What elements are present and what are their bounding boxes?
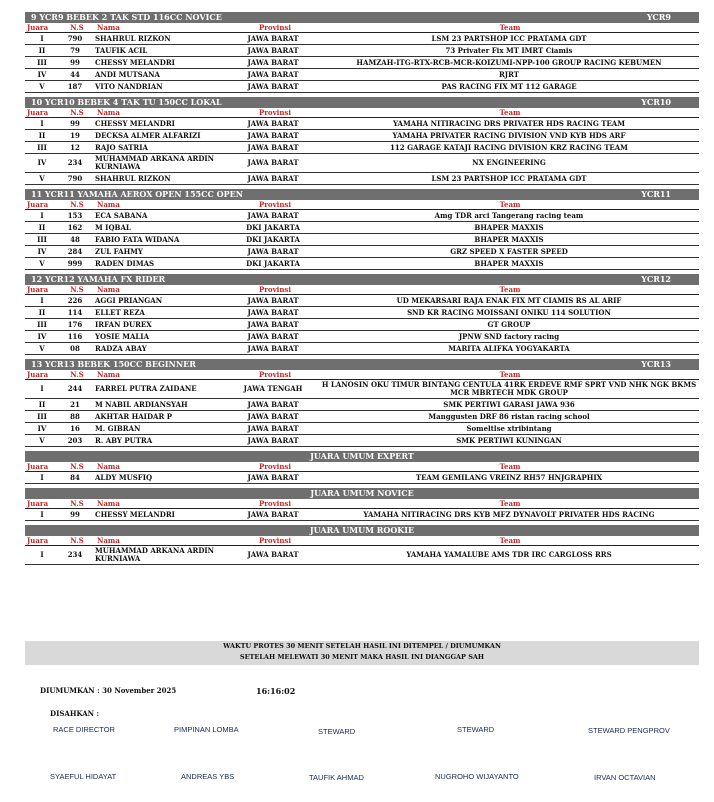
cell-pos: II — [38, 131, 46, 140]
cell-pos: II — [38, 223, 46, 232]
class-title-bar — [25, 525, 699, 536]
header-nama: Nama — [97, 200, 120, 209]
header-team: Team — [499, 285, 521, 294]
class-title: 13 YCR13 BEBEK 150CC BEGINNER — [31, 359, 196, 369]
cell-ns: 44 — [70, 70, 80, 79]
cell-ns: 999 — [67, 259, 83, 268]
header-prov: Provinsi — [258, 23, 292, 32]
cell-pos: V — [39, 436, 45, 445]
cell-ns: 153 — [67, 211, 83, 220]
cell-pos: V — [39, 259, 45, 268]
cell-pos: III — [37, 58, 47, 67]
cell-team: SMK PERTIWI KUNINGAN — [456, 436, 562, 445]
header-ns: N.S — [70, 536, 84, 545]
cell-nama: IRFAN DUREX — [95, 320, 152, 329]
cell-ns: 790 — [67, 174, 83, 183]
table-row — [25, 472, 699, 484]
class-title: 9 YCR9 BEBEK 2 TAK STD 116CC NOVICE — [31, 12, 222, 22]
header-prov: Provinsi — [258, 462, 292, 471]
signatory-name: TAUFIK AHMAD — [309, 773, 364, 782]
table-row — [25, 210, 699, 222]
cell-nama: FARREL PUTRA ZAIDANE — [95, 385, 197, 393]
cell-team: PAS RACING FIX MT 112 GARAGE — [441, 82, 577, 91]
approval-label: DISAHKAN : — [50, 709, 100, 718]
class-code: YCR9 — [646, 12, 671, 22]
cell-team: 73 Privater Fix MT IMRT Ciamis — [445, 46, 573, 55]
cell-team: RJRT — [498, 70, 520, 79]
cell-nama: ECA SABANA — [95, 211, 148, 220]
cell-nama: AGGI PRIANGAN — [95, 296, 163, 305]
cell-ns: 234 — [67, 158, 83, 167]
table-row — [25, 380, 699, 399]
cell-team: JPNW SND factory racing — [458, 332, 560, 341]
class-block — [25, 274, 699, 355]
cell-ns: 99 — [70, 58, 80, 67]
results-sheet — [25, 12, 699, 569]
cell-pos: I — [40, 296, 44, 305]
header-pos: Juara — [27, 536, 49, 545]
cell-pos: I — [40, 211, 44, 220]
class-title: JUARA UMUM NOVICE — [310, 488, 414, 498]
class-block — [25, 488, 699, 521]
class-block — [25, 189, 699, 270]
cell-pos: I — [40, 34, 44, 43]
cell-pos: I — [40, 119, 44, 128]
table-row — [25, 45, 699, 57]
table-row — [25, 130, 699, 142]
cell-pos: III — [37, 235, 47, 244]
class-title: 10 YCR10 BEBEK 4 TAK TU 150CC LOKAL — [31, 97, 222, 107]
header-prov: Provinsi — [258, 285, 292, 294]
cell-prov: DKI JAKARTA — [246, 223, 300, 232]
cell-team: H LANOSIN OKU TIMUR BINTANG CENTULA 41RK ERDEVE RMF SPRT VND NHK NGK BKMS MCR MBRTECH MDK GROUP — [321, 381, 697, 397]
cell-prov: JAWA TENGAH — [243, 384, 303, 393]
header-prov: Provinsi — [258, 536, 292, 545]
header-ns: N.S — [70, 285, 84, 294]
class-block — [25, 97, 699, 185]
class-block — [25, 359, 699, 447]
cell-ns: 114 — [67, 308, 83, 317]
notice-line-1: WAKTU PROTES 30 MENIT SETELAH HASIL INI DITEMPEL / DIUMUMKAN — [223, 642, 501, 650]
cell-ns: 162 — [67, 223, 83, 232]
table-header — [25, 285, 699, 295]
table-row — [25, 173, 699, 185]
cell-prov: JAWA BARAT — [247, 131, 299, 140]
cell-pos: IV — [37, 247, 47, 256]
cell-ns: 48 — [70, 235, 80, 244]
class-title: JUARA UMUM ROOKIE — [309, 525, 415, 535]
table-row — [25, 222, 699, 234]
cell-team: LSM 23 PARTSHOP ICC PRATAMA GDT — [431, 174, 587, 183]
cell-nama: SHAHRUL RIZKON — [95, 174, 171, 183]
cell-ns: 19 — [70, 131, 80, 140]
header-nama: Nama — [97, 499, 120, 508]
cell-pos: I — [40, 473, 44, 482]
signatory-title: PIMPINAN LOMBA — [174, 725, 239, 734]
cell-ns: 21 — [70, 400, 80, 409]
cell-prov: JAWA BARAT — [247, 82, 299, 91]
class-title: 11 YCR11 YAMAHA AEROX OPEN 155CC OPEN — [31, 189, 244, 199]
cell-pos: III — [37, 412, 47, 421]
cell-nama: CHESSY MELANDRI — [95, 510, 175, 519]
cell-prov: JAWA BARAT — [247, 174, 299, 183]
cell-nama: M. GIBRAN — [95, 424, 141, 433]
header-pos: Juara — [27, 462, 49, 471]
header-pos: Juara — [27, 370, 49, 379]
signatory-name: IRVAN OCTAVIAN — [594, 773, 656, 782]
class-code: YCR13 — [641, 359, 671, 369]
header-team: Team — [499, 200, 521, 209]
header-pos: Juara — [27, 23, 49, 32]
cell-ns: 226 — [67, 296, 83, 305]
cell-prov: JAWA BARAT — [247, 70, 299, 79]
protest-notice — [25, 641, 699, 665]
table-row — [25, 142, 699, 154]
cell-team: 112 GARAGE KATAJI RACING DIVISION KRZ RACING TEAM — [390, 143, 628, 152]
table-row — [25, 423, 699, 435]
cell-ns: 234 — [67, 550, 83, 559]
header-pos: Juara — [27, 499, 49, 508]
class-title-bar — [25, 97, 699, 108]
cell-nama: FABIO FATA WIDANA — [95, 235, 180, 244]
header-pos: Juara — [27, 108, 49, 117]
header-nama: Nama — [97, 108, 120, 117]
cell-prov: JAWA BARAT — [247, 550, 299, 559]
table-header — [25, 499, 699, 509]
table-header — [25, 536, 699, 546]
table-row — [25, 246, 699, 258]
table-row — [25, 307, 699, 319]
cell-prov: JAWA BARAT — [247, 344, 299, 353]
class-code: YCR11 — [641, 189, 671, 199]
cell-prov: JAWA BARAT — [247, 436, 299, 445]
signatory-title: STEWARD — [457, 725, 495, 734]
table-row — [25, 399, 699, 411]
cell-team: Manggusten DRF 86 ristan racing school — [428, 412, 590, 421]
cell-team: YAMAHA NITIRACING DRS PRIVATER HDS RACING TEAM — [393, 119, 625, 128]
cell-team: HAMZAH-ITG-RTX-RCB-MCR-KOIZUMI-NPP-100 GROUP RACING KEBUMEN — [356, 58, 662, 67]
cell-pos: IV — [37, 332, 47, 341]
header-nama: Nama — [97, 23, 120, 32]
table-row — [25, 435, 699, 447]
table-row — [25, 411, 699, 423]
cell-pos: IV — [37, 158, 47, 167]
signatory-title: STEWARD — [318, 727, 356, 736]
cell-prov: JAWA BARAT — [247, 158, 299, 167]
cell-prov: JAWA BARAT — [247, 473, 299, 482]
table-row — [25, 331, 699, 343]
cell-prov: JAWA BARAT — [247, 119, 299, 128]
signatory-title: STEWARD PENGPROV — [588, 726, 670, 735]
cell-prov: JAWA BARAT — [247, 296, 299, 305]
cell-nama: AKHTAR HAIDAR P — [95, 412, 172, 421]
header-prov: Provinsi — [258, 200, 292, 209]
cell-pos: V — [39, 174, 45, 183]
cell-team: SND KR RACING MOISSANI ONIKU 114 SOLUTION — [407, 308, 611, 317]
cell-prov: JAWA BARAT — [247, 510, 299, 519]
cell-pos: V — [39, 82, 45, 91]
cell-team: SMK PERTIWI GARASI JAWA 936 — [443, 400, 575, 409]
cell-team: YAMAHA YAMALUBE AMS TDR IRC CARGLOSS RRS — [406, 551, 612, 559]
cell-ns: 244 — [67, 384, 83, 393]
class-block — [25, 525, 699, 565]
class-title-bar — [25, 488, 699, 499]
table-row — [25, 69, 699, 81]
header-ns: N.S — [70, 370, 84, 379]
header-team: Team — [499, 462, 521, 471]
cell-prov: JAWA BARAT — [247, 400, 299, 409]
cell-pos: I — [40, 384, 44, 393]
header-team: Team — [499, 108, 521, 117]
cell-nama: TAUFIK ACIL — [95, 46, 148, 55]
cell-pos: III — [37, 143, 47, 152]
class-title-bar — [25, 274, 699, 285]
cell-prov: DKI JAKARTA — [246, 235, 300, 244]
table-row — [25, 343, 699, 355]
signatory-name: NUGROHO WIJAYANTO — [435, 772, 519, 781]
cell-nama: ALDY MUSFIQ — [95, 473, 153, 482]
cell-team: LSM 23 PARTSHOP ICC PRATAMA GDT — [431, 34, 587, 43]
cell-prov: JAWA BARAT — [247, 247, 299, 256]
cell-prov: JAWA BARAT — [247, 308, 299, 317]
cell-prov: JAWA BARAT — [247, 320, 299, 329]
cell-nama: SHAHRUL RIZKON — [95, 34, 171, 43]
table-row — [25, 258, 699, 270]
table-row — [25, 546, 699, 565]
cell-nama: MUHAMMAD ARKANA ARDIN KURNIAWA — [95, 155, 215, 171]
header-nama: Nama — [97, 370, 120, 379]
table-row — [25, 57, 699, 69]
cell-team: BHAPER MAXXIS — [474, 259, 544, 268]
cell-nama: M IQBAL — [95, 223, 131, 232]
announce-date: 30 November 2025 — [102, 686, 177, 695]
class-title-bar — [25, 451, 699, 462]
cell-ns: 84 — [70, 473, 80, 482]
cell-team: MARITA ALIFKA YOGYAKARTA — [448, 344, 570, 353]
header-ns: N.S — [70, 108, 84, 117]
cell-nama: M NABIL ARDIANSYAH — [95, 400, 188, 409]
header-prov: Provinsi — [258, 108, 292, 117]
table-row — [25, 118, 699, 130]
header-ns: N.S — [70, 200, 84, 209]
cell-pos: II — [38, 308, 46, 317]
cell-team: Someltlse xtribintang — [466, 424, 552, 433]
cell-nama: DECKSA ALMER ALFARIZI — [95, 131, 201, 140]
cell-prov: JAWA BARAT — [247, 424, 299, 433]
table-header — [25, 200, 699, 210]
cell-ns: 187 — [67, 82, 83, 91]
cell-team: Amg TDR arci Tangerang racing team — [434, 211, 584, 220]
cell-nama: YOSIE MALIA — [95, 332, 150, 341]
cell-team: BHAPER MAXXIS — [474, 235, 544, 244]
cell-nama: R. ABY PUTRA — [95, 436, 153, 445]
cell-ns: 790 — [67, 34, 83, 43]
class-title: 12 YCR12 YAMAHA FX RIDER — [31, 274, 166, 284]
cell-ns: 12 — [70, 143, 80, 152]
class-block — [25, 451, 699, 484]
class-code: YCR10 — [641, 97, 671, 107]
class-title-bar — [25, 189, 699, 200]
cell-nama: VITO NANDRIAN — [95, 82, 163, 91]
cell-pos: I — [40, 550, 44, 559]
cell-prov: JAWA BARAT — [247, 412, 299, 421]
cell-ns: 88 — [70, 412, 80, 421]
table-row — [25, 509, 699, 521]
header-pos: Juara — [27, 285, 49, 294]
announcement — [40, 686, 296, 696]
signatory-name: SYAEFUL HIDAYAT — [50, 772, 117, 781]
cell-pos: III — [37, 320, 47, 329]
table-header — [25, 462, 699, 472]
header-team: Team — [499, 370, 521, 379]
cell-nama: ZUL FAHMY — [95, 247, 143, 256]
table-header — [25, 370, 699, 380]
cell-pos: II — [38, 46, 46, 55]
cell-nama: RAJO SATRIA — [95, 143, 148, 152]
table-row — [25, 154, 699, 173]
class-title-bar — [25, 359, 699, 370]
cell-ns: 203 — [67, 436, 83, 445]
table-row — [25, 81, 699, 93]
cell-nama: RADEN DIMAS — [95, 259, 155, 268]
cell-prov: JAWA BARAT — [247, 332, 299, 341]
class-block — [25, 12, 699, 93]
cell-team: TEAM GEMILANG VREINZ RH57 HNJGRAPHIX — [415, 473, 603, 482]
cell-pos: V — [39, 344, 45, 353]
notice-line-2: SETELAH MELEWATI 30 MENIT MAKA HASIL INI DIANGGAP SAH — [239, 653, 485, 661]
header-nama: Nama — [97, 536, 120, 545]
cell-prov: DKI JAKARTA — [246, 259, 300, 268]
cell-team: NX ENGINEERING — [472, 159, 546, 167]
cell-ns: 79 — [70, 46, 80, 55]
class-title-bar — [25, 12, 699, 23]
cell-ns: 176 — [67, 320, 83, 329]
cell-pos: II — [38, 400, 46, 409]
cell-team: BHAPER MAXXIS — [474, 223, 544, 232]
table-row — [25, 234, 699, 246]
header-pos: Juara — [27, 200, 49, 209]
header-nama: Nama — [97, 462, 120, 471]
cell-ns: 99 — [70, 119, 80, 128]
cell-pos: IV — [37, 70, 47, 79]
header-nama: Nama — [97, 285, 120, 294]
cell-nama: ANDI MUTSANA — [95, 70, 160, 79]
cell-ns: 284 — [67, 247, 83, 256]
cell-team: UD MEKARSARI RAJA ENAK FIX MT CIAMIS RS AL ARIF — [396, 296, 622, 305]
cell-nama: CHESSY MELANDRI — [95, 119, 175, 128]
table-header — [25, 23, 699, 33]
cell-team: YAMAHA NITIRACING DRS KYB MFZ DYNAVOLT PRIVATER HDS RACING — [363, 510, 655, 519]
cell-team: GT GROUP — [487, 320, 531, 329]
header-ns: N.S — [70, 23, 84, 32]
cell-ns: 116 — [67, 332, 83, 341]
cell-team: YAMAHA PRIVATER RACING DIVISION VND KYB HDS ARF — [392, 131, 626, 140]
cell-nama: MUHAMMAD ARKANA ARDIN KURNIAWA — [95, 547, 215, 563]
table-row — [25, 33, 699, 45]
cell-prov: JAWA BARAT — [247, 143, 299, 152]
class-title: JUARA UMUM EXPERT — [310, 451, 414, 461]
table-row — [25, 295, 699, 307]
cell-ns: 16 — [70, 424, 80, 433]
signatory-title: RACE DIRECTOR — [53, 725, 115, 734]
announce-label: DIUMUMKAN : — [40, 686, 100, 695]
cell-nama: CHESSY MELANDRI — [95, 58, 175, 67]
header-team: Team — [499, 499, 521, 508]
table-row — [25, 319, 699, 331]
cell-ns: 99 — [70, 510, 80, 519]
cell-pos: IV — [37, 424, 47, 433]
class-code: YCR12 — [641, 274, 671, 284]
announce-time: 16:16:02 — [256, 686, 296, 696]
cell-ns: 08 — [70, 344, 80, 353]
cell-nama: ELLET REZA — [95, 308, 145, 317]
cell-prov: JAWA BARAT — [247, 58, 299, 67]
cell-prov: JAWA BARAT — [247, 46, 299, 55]
cell-prov: JAWA BARAT — [247, 211, 299, 220]
header-prov: Provinsi — [258, 370, 292, 379]
header-team: Team — [499, 23, 521, 32]
cell-prov: JAWA BARAT — [247, 34, 299, 43]
header-team: Team — [499, 536, 521, 545]
header-prov: Provinsi — [258, 499, 292, 508]
cell-nama: RADZA ABAY — [95, 344, 147, 353]
header-ns: N.S — [70, 499, 84, 508]
header-ns: N.S — [70, 462, 84, 471]
cell-team: GRZ SPEED X FASTER SPEED — [450, 247, 568, 256]
cell-pos: I — [40, 510, 44, 519]
table-header — [25, 108, 699, 118]
signatory-name: ANDREAS YBS — [181, 772, 235, 781]
